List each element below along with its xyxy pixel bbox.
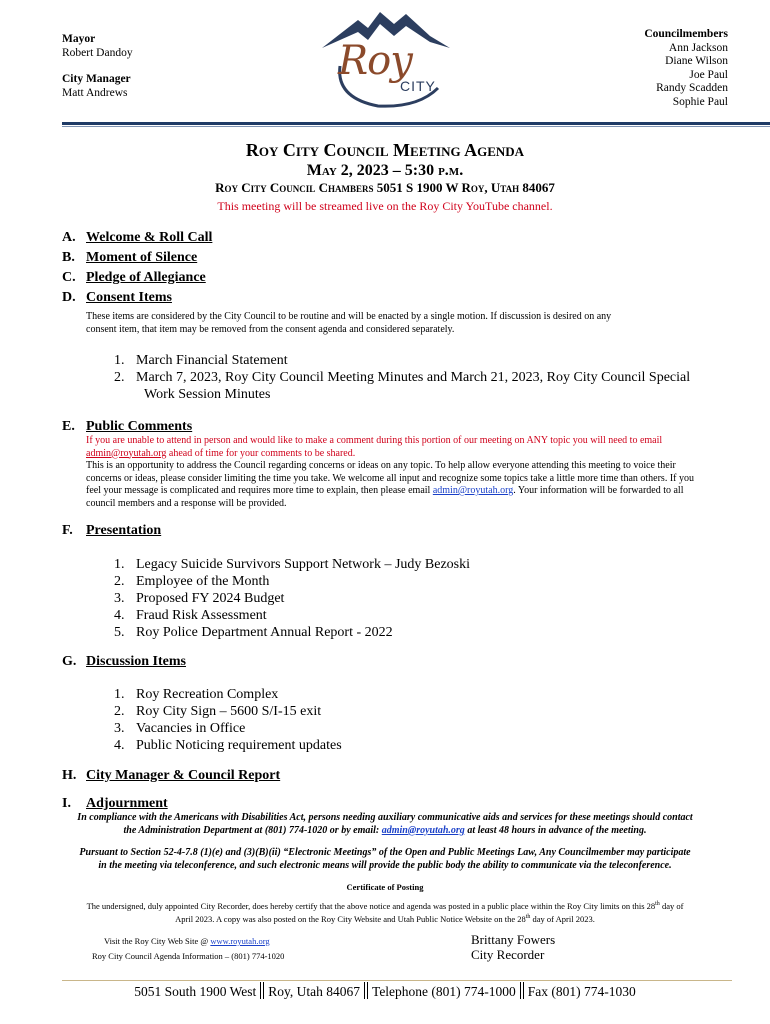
section-letter: D.: [62, 290, 76, 305]
superscript: th: [525, 913, 531, 920]
public-comments-line: This is an opportunity to address the Council regarding concerns or ideas on any topic. To help allow everyone attending this meeting to voice their: [86, 460, 676, 471]
councilmember-name: Ann Jackson: [668, 41, 728, 54]
footer-contact: [0, 982, 770, 1000]
section-label: City Manager & Council Report: [86, 768, 281, 783]
website-link[interactable]: www.royutah.org: [210, 936, 270, 946]
email-link[interactable]: admin@royutah.org: [381, 824, 465, 836]
text: Visit the Roy City Web Site @: [104, 936, 211, 946]
website-line: [104, 936, 270, 946]
section-f: [62, 523, 161, 539]
logo-roy-text: Roy: [338, 38, 412, 84]
text: day of: [659, 900, 684, 911]
section-label: Adjournment: [86, 796, 168, 811]
item-number: 2.: [114, 370, 125, 385]
list-item: [114, 737, 734, 754]
list-item: [114, 624, 734, 641]
email-link[interactable]: admin@royutah.org: [86, 447, 167, 459]
item-number: 1.: [114, 557, 125, 572]
text: the Administration Department at (801) 774-1020 or by email:: [123, 824, 382, 836]
list-item: [114, 352, 734, 369]
councilmember-name: Sophie Paul: [672, 95, 728, 108]
consent-desc-line: These items are considered by the City Council to be routine and will be enacted by a single motion. If discussion is desired on any: [86, 311, 612, 322]
ada-notice: [40, 812, 730, 837]
mayor-title: Mayor: [62, 33, 96, 45]
item-text: Employee of the Month: [136, 574, 270, 589]
list-item: [114, 686, 734, 703]
section-letter: B.: [62, 250, 75, 265]
section-label: Pledge of Allegiance: [86, 270, 206, 285]
certificate-text: [40, 899, 730, 925]
ada-line: In compliance with the Americans with Disabilities Act, persons needing auxiliary communicative aids and services for these meetings should contact: [77, 812, 693, 823]
councilmember-name: Diane Wilson: [665, 55, 728, 67]
header-divider: [62, 122, 770, 125]
discussion-list: [114, 686, 734, 754]
section-label: Moment of Silence: [86, 250, 198, 265]
section-d: [62, 290, 172, 306]
item-text: Legacy Suicide Survivors Support Network – Judy Bezoski: [136, 557, 471, 572]
section-letter: A.: [62, 230, 76, 245]
section-label: Discussion Items: [86, 654, 186, 669]
councilmember-name: Randy Scadden: [656, 82, 728, 94]
text: at least 48 hours in advance of the meeting.: [464, 824, 647, 836]
certificate-line: [40, 899, 730, 912]
ada-line: [40, 825, 730, 838]
notice-line: Pursuant to Section 52-4-7.8 (1)(e) and (3)(B)(ii) “Electronic Meetings” of the Open and Public Meetings Law, Any Councilmember may participate: [79, 847, 691, 858]
agenda-info: Roy City Council Agenda Information – (801) 774-1020: [92, 951, 285, 961]
section-e: [62, 419, 192, 435]
notice-line: in the meeting via teleconference, and such electronic means will provide the public body the ability to communicate via the teleconference.: [98, 859, 672, 871]
footer-separator: [520, 982, 524, 999]
footer-address: 5051 South 1900 West: [134, 984, 257, 999]
text: feel your message is complicated and requires more time to explain, then please email: [86, 485, 433, 496]
section-label: Public Comments: [86, 419, 193, 434]
certificate-line: [40, 912, 730, 925]
list-item: [114, 556, 734, 573]
section-g: [62, 654, 186, 670]
stream-notice: This meeting will be streamed live on the Roy City YouTube channel.: [217, 199, 553, 213]
recorder-title: City Recorder: [471, 947, 545, 962]
section-b: [62, 250, 197, 266]
consent-desc-line: consent item, that item may be removed from the consent agenda and considered separately.: [86, 323, 455, 335]
section-letter: G.: [62, 654, 77, 669]
section-c: [62, 270, 206, 286]
mayor-name: Robert Dandoy: [62, 47, 133, 59]
public-comments-red-line: If you are unable to attend in person and would like to make a comment during this portion of our meeting on ANY topic you will need to email: [86, 435, 663, 446]
public-comments-info: [86, 435, 726, 510]
roy-city-logo: [318, 8, 454, 116]
meeting-location: Roy City Council Chambers 5051 S 1900 W Roy, Utah 84067: [215, 180, 555, 195]
item-text: Fraud Risk Assessment: [136, 608, 267, 623]
item-number: 2.: [114, 574, 125, 589]
councilmember-name: Joe Paul: [689, 68, 728, 81]
certificate-heading: Certificate of Posting: [346, 882, 424, 892]
electronic-meetings-notice: [40, 847, 730, 872]
section-letter: E.: [62, 419, 75, 434]
list-item: [114, 607, 734, 624]
section-letter: C.: [62, 270, 76, 285]
item-text: Proposed FY 2024 Budget: [136, 591, 285, 606]
text: April 2023. A copy was also posted on the Roy City Website and Utah Public Notice Website on the 28: [175, 913, 526, 924]
footer-fax: Fax (801) 774-1030: [527, 984, 636, 999]
public-comments-red-line: [86, 448, 726, 461]
councilmembers-block: [644, 28, 728, 109]
section-letter: I.: [62, 796, 71, 811]
text: ahead of time for your comments to be shared.: [166, 447, 356, 459]
list-item: [114, 720, 734, 737]
list-item-continuation: [114, 386, 734, 403]
footer-separator: [260, 982, 264, 999]
consent-description: [86, 311, 726, 336]
footer-divider: [62, 980, 732, 981]
section-i: [62, 796, 168, 812]
logo-city-text: CITY: [400, 78, 436, 94]
superscript: th: [655, 901, 660, 907]
item-text: Vacancies in Office: [136, 721, 246, 736]
item-number: 5.: [114, 625, 125, 640]
recorder-name: Brittany Fowers: [471, 932, 556, 947]
section-letter: H.: [62, 768, 77, 783]
list-item: [114, 573, 734, 590]
public-comments-line: [86, 485, 726, 498]
item-number: 4.: [114, 608, 125, 623]
section-h: [62, 768, 280, 784]
public-comments-line: council members and a response will be provided.: [86, 497, 287, 509]
item-number: 1.: [114, 687, 125, 702]
section-label: Presentation: [86, 523, 162, 538]
list-item: [114, 703, 734, 720]
footer-telephone: Telephone (801) 774-1000: [372, 984, 516, 999]
text: . Your information will be forwarded to all: [513, 485, 684, 496]
item-text: Work Session Minutes: [144, 387, 271, 402]
item-text: Roy Police Department Annual Report - 2022: [136, 625, 393, 640]
item-number: 3.: [114, 591, 125, 606]
header-officials: [62, 32, 133, 100]
item-text: March 7, 2023, Roy City Council Meeting Minutes and March 21, 2023, Roy City Council Special: [136, 370, 691, 385]
item-number: 3.: [114, 721, 125, 736]
footer-city: Roy, Utah 84067: [268, 984, 361, 999]
list-item: [114, 590, 734, 607]
city-manager-title: City Manager: [62, 73, 131, 85]
item-number: 2.: [114, 704, 125, 719]
item-text: Roy Recreation Complex: [136, 687, 279, 702]
consent-items-list: [114, 352, 734, 403]
meeting-date: May 2, 2023 – 5:30 p.m.: [306, 162, 464, 179]
item-number: 1.: [114, 353, 125, 368]
section-a: [62, 230, 212, 246]
item-text: March Financial Statement: [136, 353, 288, 368]
text: day of April 2023.: [530, 913, 595, 924]
header-divider-thin: [62, 126, 770, 127]
city-manager-name: Matt Andrews: [62, 87, 128, 99]
councilmembers-title: Councilmembers: [644, 28, 728, 40]
agenda-title: Roy City Council Meeting Agenda: [245, 140, 525, 160]
presentation-list: [114, 556, 734, 641]
section-letter: F.: [62, 523, 73, 538]
list-item: [114, 369, 734, 386]
text: The undersigned, duly appointed City Recorder, does hereby certify that the above notice and agenda was posted in a public place within the Roy City limits on this 28: [86, 900, 656, 911]
item-text: Public Noticing requirement updates: [136, 738, 342, 753]
section-label: Consent Items: [86, 290, 172, 305]
item-number: 4.: [114, 738, 125, 753]
section-label: Welcome & Roll Call: [86, 230, 213, 245]
item-text: Roy City Sign – 5600 S/I-15 exit: [136, 704, 322, 719]
footer-separator: [364, 982, 368, 999]
public-comments-line: concerns or ideas, please consider limiting the time you take. We welcome all input and recognize some topics take a little more time than others. If you: [86, 472, 694, 484]
email-link[interactable]: admin@royutah.org: [432, 485, 514, 496]
